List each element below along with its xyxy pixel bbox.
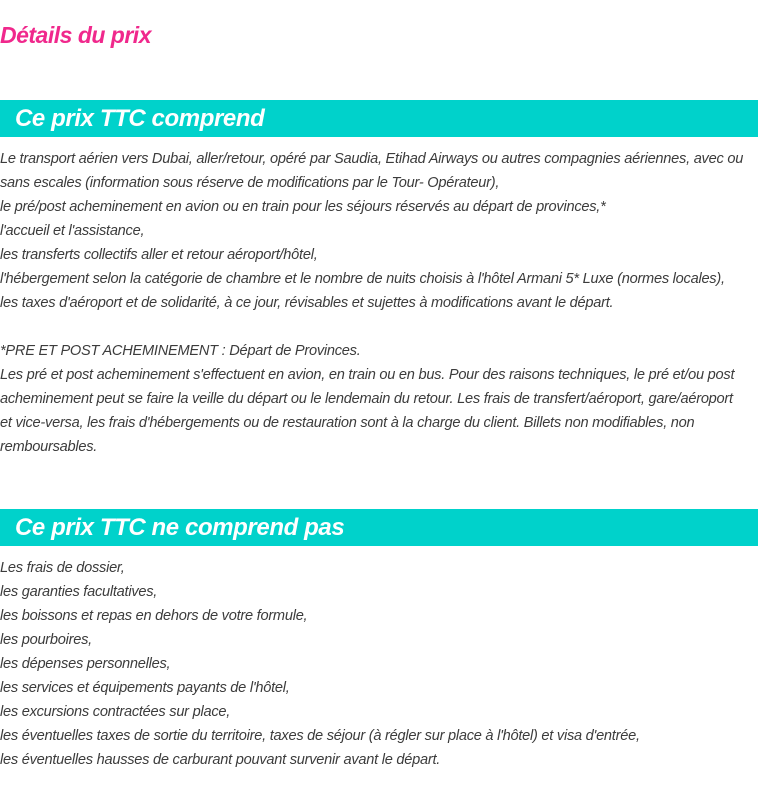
includes-item: Le transport aérien vers Dubai, aller/retour, opéré par Saudia, Etihad Airways ou autres compagnies aériennes, avec ou <box>0 151 744 167</box>
includes-item: sans escales (information sous réserve de modifications par le Tour- Opérateur), <box>0 175 500 191</box>
excludes-item: les éventuelles hausses de carburant pouvant survenir avant le départ. <box>0 752 441 768</box>
excludes-item: les garanties facultatives, <box>0 584 158 600</box>
includes-item: les taxes d'aéroport et de solidarité, à ce jour, révisables et sujettes à modifications avant le départ. <box>0 295 614 311</box>
excludes-item: les services et équipements payants de l'hôtel, <box>0 680 290 696</box>
includes-heading-banner: Ce prix TTC comprend <box>0 100 758 137</box>
excludes-item: Les frais de dossier, <box>0 560 125 576</box>
includes-item: le pré/post acheminement en avion ou en train pour les séjours réservés au départ de provinces,* <box>0 199 606 215</box>
note-line: Les pré et post acheminement s'effectuent en avion, en train ou en bus. Pour des raisons techniques, le pré et/ou post <box>0 367 735 383</box>
note-line: remboursables. <box>0 439 98 455</box>
note-heading: *PRE ET POST ACHEMINEMENT : Départ de Provinces. <box>0 343 361 359</box>
excludes-item: les boissons et repas en dehors de votre formule, <box>0 608 308 624</box>
includes-item: les transferts collectifs aller et retour aéroport/hôtel, <box>0 247 318 263</box>
pre-post-acheminement-note <box>0 339 758 459</box>
excludes-heading-banner: Ce prix TTC ne comprend pas <box>0 509 758 546</box>
excludes-item: les pourboires, <box>0 632 92 648</box>
includes-item: l'accueil et l'assistance, <box>0 223 145 239</box>
includes-list <box>0 147 758 315</box>
excludes-item: les excursions contractées sur place, <box>0 704 231 720</box>
excludes-list <box>0 556 758 772</box>
includes-item: l'hébergement selon la catégorie de chambre et le nombre de nuits choisis à l'hôtel Armani 5* Luxe (normes locales), <box>0 271 725 287</box>
excludes-item: les dépenses personnelles, <box>0 656 171 672</box>
note-line: et vice-versa, les frais d'hébergements ou de restauration sont à la charge du client. Billets non modifiables, non <box>0 415 695 431</box>
note-line: acheminement peut se faire la veille du départ ou le lendemain du retour. Les frais de transfert/aéroport, gare/aéroport <box>0 391 733 407</box>
excludes-item: les éventuelles taxes de sortie du territoire, taxes de séjour (à régler sur place à l'hôtel) et visa d'entrée, <box>0 728 640 744</box>
page-title: Détails du prix <box>0 22 151 48</box>
